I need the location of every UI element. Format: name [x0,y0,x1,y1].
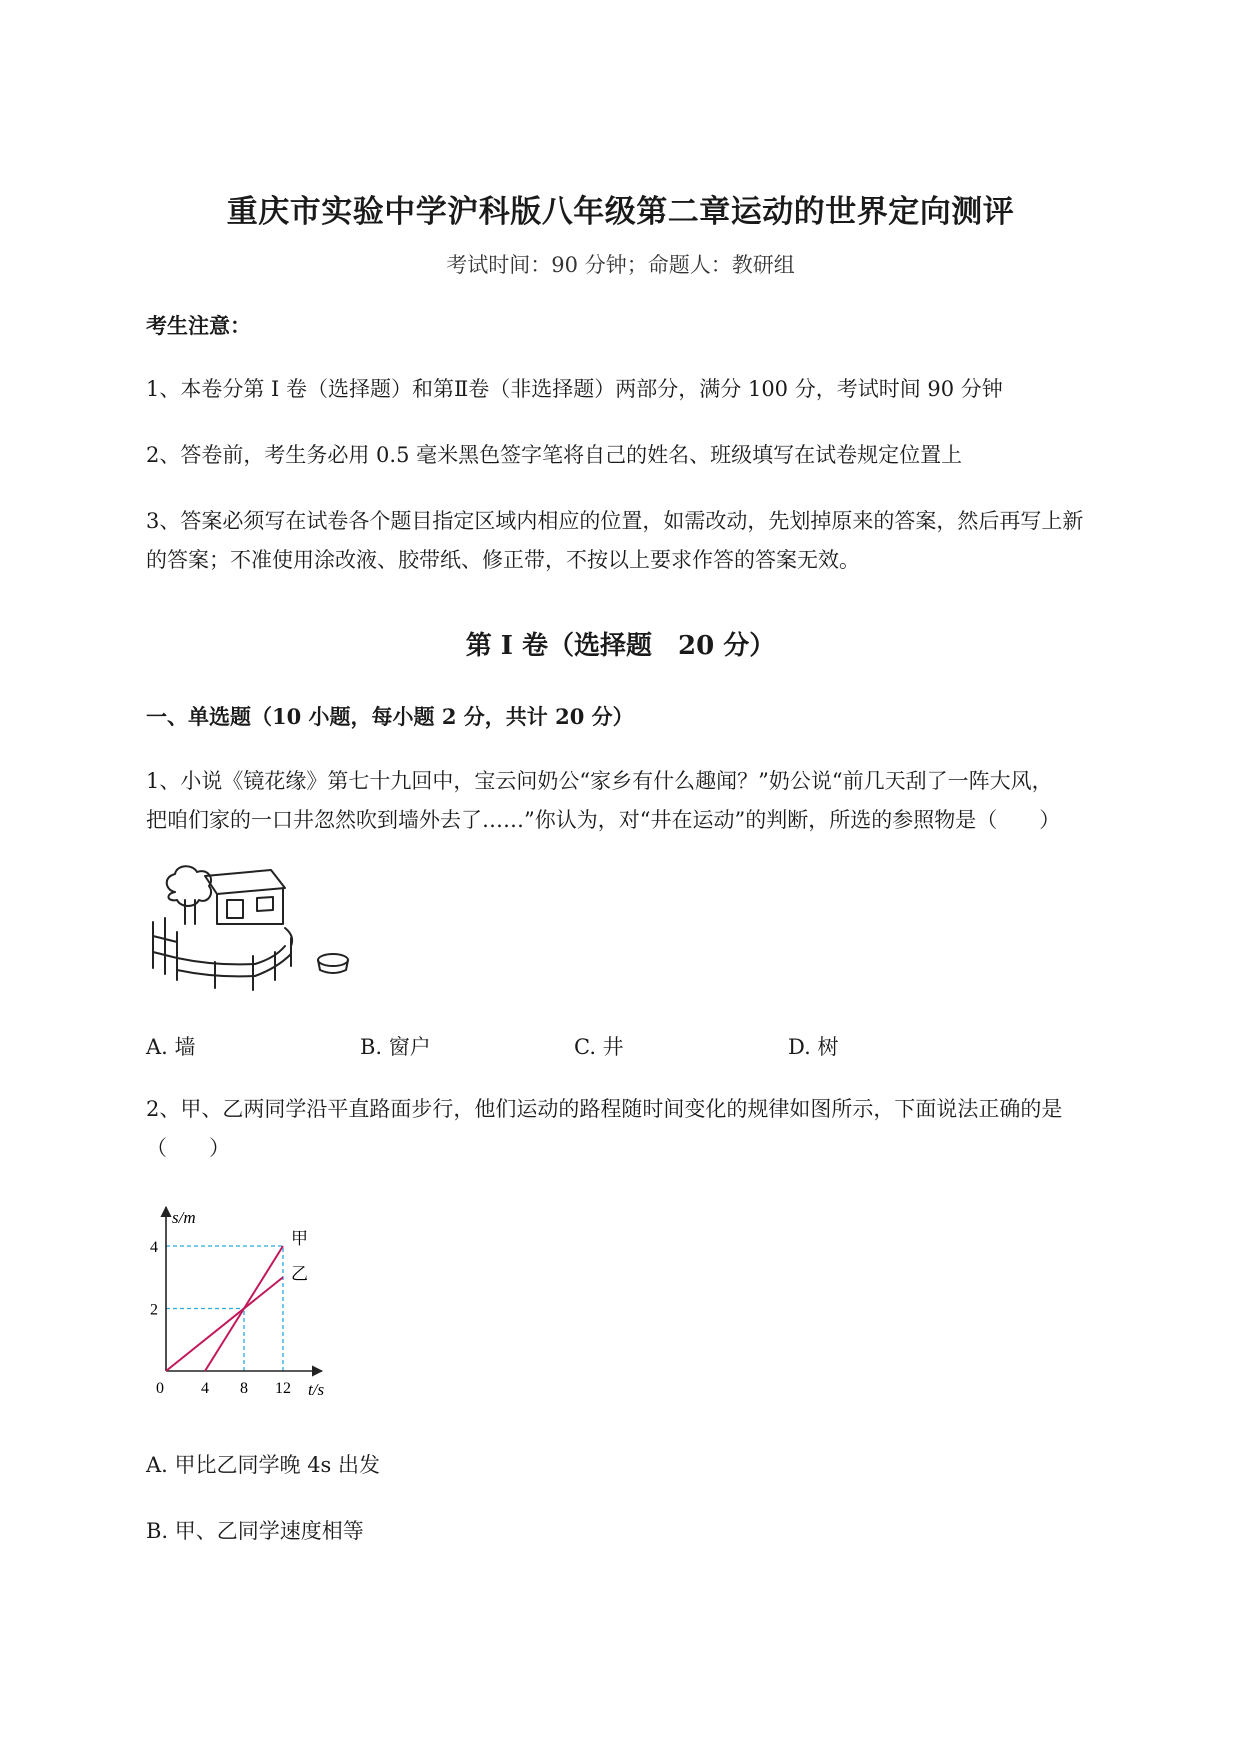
notice-item-1: 1、本卷分第 I 卷（选择题）和第Ⅱ卷（非选择题）两部分，满分 100 分，考试时间 90 分钟 [146,377,1003,401]
x-tick-label: 4 [201,1380,209,1397]
x-tick-label: 8 [240,1380,248,1397]
q1-option-c[interactable]: C. 井 [574,1035,624,1059]
house-well-illustration [145,862,365,997]
notice-item-3-cont: 的答案；不准使用涂改液、胶带纸、修正带，不按以上要求作答的答案无效。 [146,548,860,572]
page-title: 重庆市实验中学沪科版八年级第二章运动的世界定向测评 [226,194,1015,230]
y-tick-label: 2 [150,1301,158,1319]
exam-info: 考试时间：90 分钟；命题人：教研组 [446,253,795,277]
series-label: 乙 [291,1264,308,1284]
st-graph [140,1195,360,1405]
q1-option-a[interactable]: A. 墙 [146,1035,196,1059]
x-axis-label: t/s [308,1380,325,1399]
question-1-line-2: 把咱们家的一口井忽然吹到墙外去了……”你认为，对“井在运动”的判断，所选的参照物是（ ） [146,808,1061,832]
q2-option-a[interactable]: A. 甲比乙同学晚 4s 出发 [146,1453,381,1477]
notice-heading: 考生注意： [146,313,251,338]
notice-item-3: 3、答案必须写在试卷各个题目指定区域内相应的位置，如需改动，先划掉原来的答案，然后再写上新 [146,509,1084,533]
q1-option-d[interactable]: D. 树 [788,1035,839,1059]
y-axis-label: s/m [172,1208,196,1227]
notice-item-2: 2、答卷前，考生务必用 0.5 毫米黑色签字笔将自己的姓名、班级填写在试卷规定位置上 [146,443,963,467]
series-line-yi [166,1277,283,1371]
question-2-line-1: 2、甲、乙两同学沿平直路面步行，他们运动的路程随时间变化的规律如图所示，下面说法正确的是 [146,1097,1063,1121]
y-tick-label: 4 [150,1239,158,1256]
x-tick-label: 12 [275,1380,291,1397]
x-tick-label: 0 [156,1380,164,1397]
part-heading: 一、单选题（10 小题，每小题 2 分，共计 20 分） [146,704,634,729]
series-label: 甲 [291,1229,308,1248]
section-title: 第 I 卷（选择题 20 分） [465,631,776,661]
question-2-line-2: （ ） [146,1136,230,1160]
q2-option-b[interactable]: B. 甲、乙同学速度相等 [146,1519,364,1543]
question-1-line-1: 1、小说《镜花缘》第七十九回中，宝云问奶公“家乡有什么趣闻？”奶公说“前几天刮了一阵大风， [146,769,1053,793]
q1-option-b[interactable]: B. 窗户 [360,1035,431,1059]
